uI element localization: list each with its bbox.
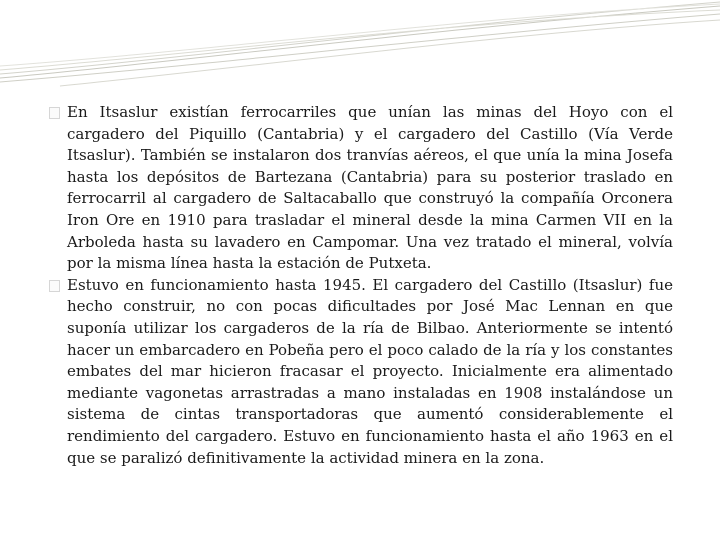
bullet-paragraph-1: [49, 102, 673, 275]
paragraph-text: En Itsaslur existían ferrocarriles que unían las minas del Hoyo con el cargadero del Piquillo (Cantabria) y el cargadero del Castillo (Vía Verde Itsaslur). También se instalaron dos tranvías aéreos, el que unía la mina Josefa hasta los depósitos de Bartezana (Cantabria) para su posterior traslado en ferrocarril al cargadero de Saltacaballo que construyó la compañía Orconera Iron Ore en 1910 para trasladar el mineral desde la mina Carmen VII en la Arboleda hasta su lavadero en Campomar. Una vez tratado el mineral, volvía por la misma línea hasta la estación de Putxeta.: [67, 103, 673, 273]
text-content: [49, 102, 673, 469]
paragraph-text: Estuvo en funcionamiento hasta 1945. El cargadero del Castillo (Itsaslur) fue hecho construir, no con pocas dificultades por José Mac Lennan en que suponía utilizar los cargaderos de la ría de Bilbao. Anteriormente se intentó hacer un embarcadero en Pobeña pero el poco calado de la ría y los constantes embates del mar hicieron fracasar el proyecto. Inicialmente era alimentado mediante vagonetas arrastradas a mano instaladas en 1908 instalándose un sistema de cintas transportadoras que aumentó considerablemente el rendimiento del cargadero. Estuvo en funcionamiento hasta el año 1963 en el que se paralizó definitivamente la actividad minera en la zona.: [67, 275, 673, 467]
bullet-square-icon: [49, 280, 60, 292]
decorative-wave-lines: [0, 0, 720, 90]
bullet-paragraph-2: [49, 275, 673, 469]
bullet-square-icon: [49, 107, 60, 119]
